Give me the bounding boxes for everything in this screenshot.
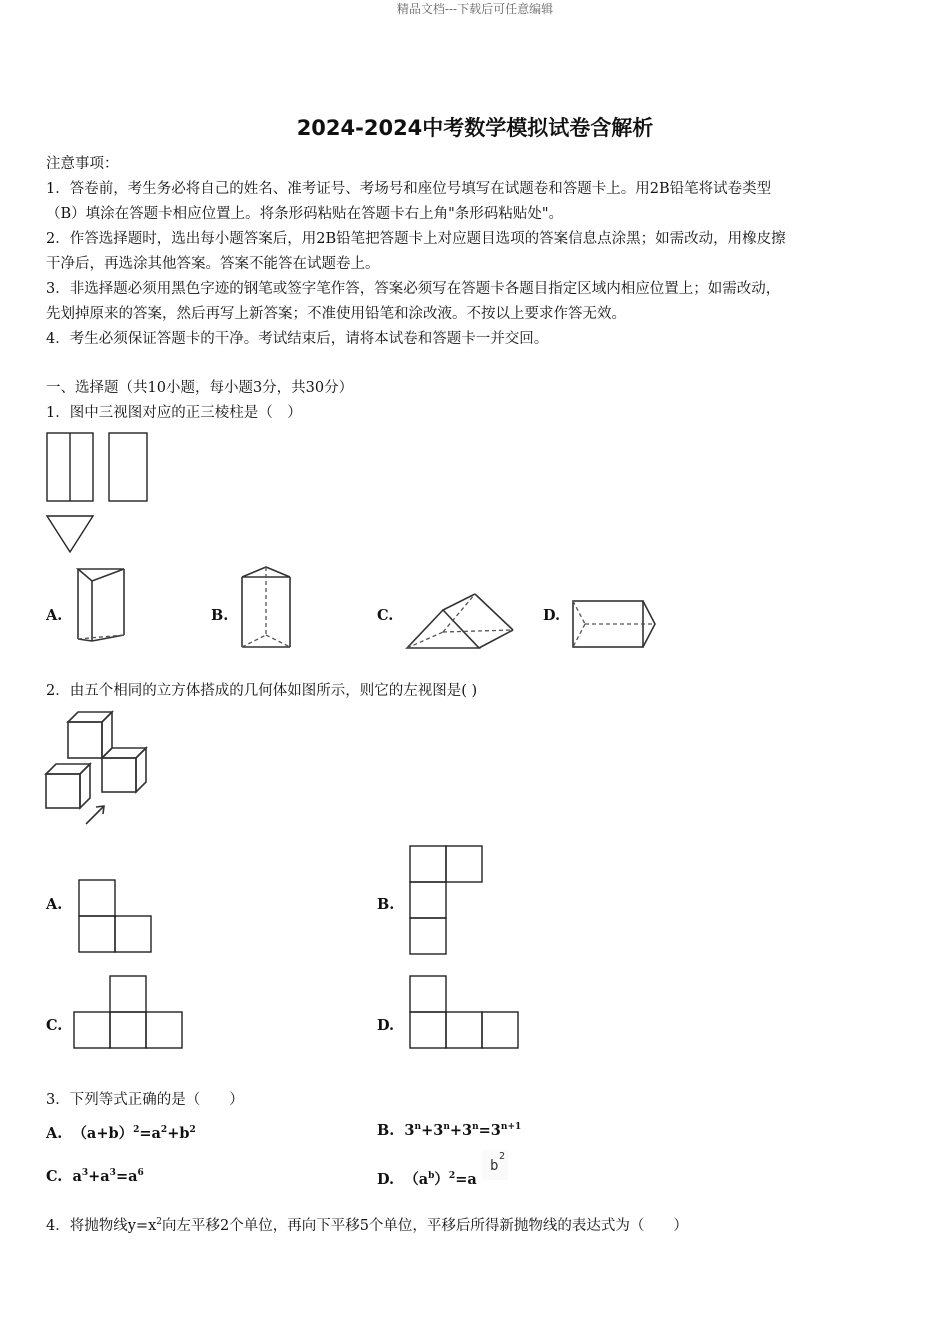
view-square xyxy=(410,1012,446,1048)
prism-hidden-edge xyxy=(407,632,443,648)
option-label: A. xyxy=(46,1125,63,1142)
math-text: （a xyxy=(404,1171,429,1188)
cube-face xyxy=(46,774,80,808)
view-direction-arrow xyxy=(86,806,104,824)
view-square xyxy=(110,976,146,1012)
exponent-image xyxy=(482,1150,508,1180)
option-label[interactable]: A. xyxy=(46,607,63,624)
math-text: +b xyxy=(167,1125,190,1142)
view-square xyxy=(79,916,115,952)
option-label[interactable]: A. xyxy=(46,896,63,913)
option-a-prism[interactable] xyxy=(72,563,132,645)
view-square xyxy=(79,880,115,916)
cube-face xyxy=(68,712,112,722)
view-square xyxy=(410,882,446,918)
notice-line: 3．非选择题必须用黑色字迹的钢笔或签字笔作答，答案必须写在答题卡各题目指定区域内相应位置上；如需改动， xyxy=(46,281,781,297)
option-d-view[interactable] xyxy=(409,975,521,1051)
option-b[interactable] xyxy=(377,1122,521,1139)
exponent: 2 xyxy=(160,1125,168,1135)
exponent: n xyxy=(472,1122,479,1132)
exponent: n xyxy=(414,1122,422,1132)
option-b-view[interactable] xyxy=(409,845,485,955)
math-text: +3 xyxy=(421,1122,444,1139)
view-square xyxy=(410,918,446,954)
question-2-stem: 2．由五个相同的立方体搭成的几何体如图所示，则它的左视图是( ) xyxy=(46,683,478,699)
exponent: 3 xyxy=(81,1168,89,1178)
view-square xyxy=(110,1012,146,1048)
math-text: +a xyxy=(88,1168,110,1185)
prism-top-face xyxy=(78,569,124,581)
option-label[interactable]: D. xyxy=(543,607,561,624)
prism-edge xyxy=(475,594,513,630)
cube-face xyxy=(46,764,90,774)
cube-face xyxy=(68,722,102,758)
option-d-prism[interactable] xyxy=(569,597,659,653)
view-square xyxy=(115,916,151,952)
cube-face xyxy=(102,712,112,758)
cube-face xyxy=(102,758,136,792)
section-heading: 一、选择题（共10小题，每小题3分，共30分） xyxy=(46,380,354,396)
cube-solid-figure xyxy=(42,708,154,830)
page-header: 精品文档---下载后可任意编辑 xyxy=(396,2,554,16)
prism-hidden-edge xyxy=(266,635,290,647)
prism-hidden-edge xyxy=(443,630,513,632)
exponent: 2 xyxy=(189,1125,196,1135)
option-c-prism[interactable] xyxy=(403,588,517,652)
option-label[interactable]: B. xyxy=(211,607,229,624)
math-text: =a xyxy=(115,1168,138,1185)
cube-face xyxy=(80,764,90,808)
exponent: n xyxy=(443,1122,450,1132)
top-view xyxy=(47,516,93,552)
notice-line: 2．作答选择题时，选出每小题答案后，用2B铅笔把答题卡上对应题目选项的答案信息点涂黑；如需改动，用橡皮擦 xyxy=(46,231,786,247)
notice-line: 先划掉原来的答案，然后再写上新答案；不准使用铅笔和涂改液。不按以上要求作答无效。 xyxy=(46,306,626,322)
math-text: （a+b） xyxy=(72,1125,134,1142)
cube-face xyxy=(136,748,146,792)
question-4-stem xyxy=(46,1214,688,1235)
prism-hidden-edge xyxy=(242,635,266,647)
notice-line: 4．考生必须保证答题卡的干净。考试结束后，请将本试卷和答题卡一并交回。 xyxy=(46,331,549,347)
math-text: =a xyxy=(455,1171,477,1188)
option-c-view[interactable] xyxy=(73,975,185,1051)
exponent: n+1 xyxy=(500,1122,522,1132)
view-square xyxy=(410,976,446,1012)
option-label[interactable]: C. xyxy=(377,607,394,624)
question-1-stem: 1．图中三视图对应的正三棱柱是（ ） xyxy=(46,405,302,421)
exponent: 2 xyxy=(156,1217,162,1227)
option-b-prism[interactable] xyxy=(236,563,296,653)
view-square xyxy=(74,1012,110,1048)
cube-face xyxy=(102,748,146,758)
option-label[interactable]: C. xyxy=(46,1017,63,1034)
option-c[interactable] xyxy=(46,1168,144,1185)
view-square xyxy=(146,1012,182,1048)
view-square xyxy=(446,846,482,882)
option-d[interactable] xyxy=(377,1168,477,1189)
view-square xyxy=(482,1012,518,1048)
math-text: ） xyxy=(434,1171,449,1188)
prism-edge xyxy=(479,630,513,648)
exponent: 2 xyxy=(448,1171,456,1181)
prism-edge xyxy=(443,594,475,610)
math-text: =3 xyxy=(478,1122,501,1139)
option-label: B. xyxy=(377,1122,395,1139)
exponent: 2 xyxy=(133,1125,140,1135)
page-title: 2024-2024中考数学模拟试卷含解析 xyxy=(296,116,654,140)
math-text: a xyxy=(72,1168,82,1185)
exponent: 6 xyxy=(137,1168,144,1178)
notice-line: （B）填涂在答题卡相应位置上。将条形码粘贴在答题卡右上角"条形码粘贴处"。 xyxy=(46,206,563,222)
exponent-image-base: b xyxy=(490,1158,499,1174)
option-a-view[interactable] xyxy=(78,879,154,955)
exponent-image-sup: 2 xyxy=(499,1151,506,1162)
exponent: b xyxy=(428,1171,435,1181)
prism-hidden-edge xyxy=(573,624,585,647)
stem-text: 向左平移2个单位，再向下平移5个单位，平移后所得新抛物线的表达式为（ ） xyxy=(161,1218,688,1234)
stem-text: 4．将抛物线y=x xyxy=(46,1218,157,1234)
option-a[interactable] xyxy=(46,1122,196,1143)
exponent: 3 xyxy=(109,1168,116,1178)
math-text: +3 xyxy=(449,1122,473,1139)
notice-heading: 注意事项： xyxy=(46,156,119,172)
view-square xyxy=(446,1012,482,1048)
option-label[interactable]: B. xyxy=(377,896,395,913)
view-square xyxy=(410,846,446,882)
option-label: C. xyxy=(46,1168,63,1185)
math-text: 3 xyxy=(404,1122,415,1139)
three-view-figure xyxy=(44,430,154,556)
prism-hidden-edge xyxy=(573,601,585,624)
notice-line: 干净后，再选涂其他答案。答案不能答在试题卷上。 xyxy=(46,256,380,272)
math-text: =a xyxy=(139,1125,161,1142)
question-3-stem: 3．下列等式正确的是（ ） xyxy=(46,1092,244,1108)
prism-front-face xyxy=(407,610,479,648)
side-view xyxy=(109,433,147,501)
notice-line: 1．答卷前，考生务必将自己的姓名、准考证号、考场号和座位号填写在试题卷和答题卡上。用2B铅笔将试卷类型 xyxy=(46,181,772,197)
option-label[interactable]: D. xyxy=(377,1017,395,1034)
option-label: D. xyxy=(377,1171,395,1188)
